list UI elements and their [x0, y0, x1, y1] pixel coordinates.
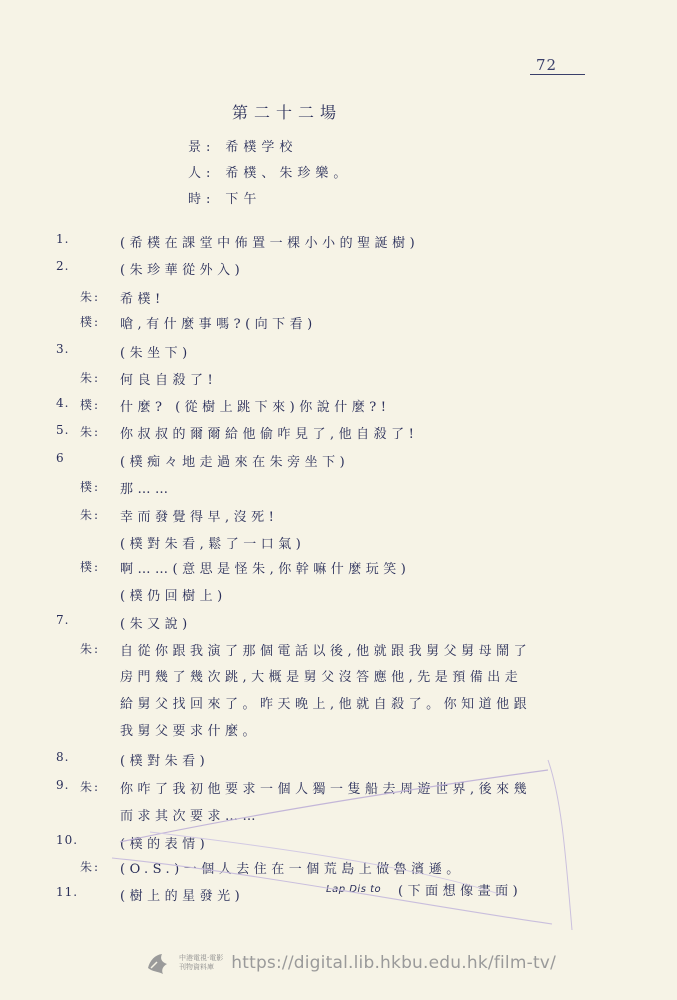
- meta-label: 人:: [188, 166, 216, 181]
- line-text: 我舅父要求什麼。: [120, 724, 261, 739]
- watermark-org-line: 刊物資料庫: [179, 963, 214, 971]
- line-speaker: 樸:: [80, 560, 101, 574]
- line-number: 9.: [56, 778, 70, 792]
- line-text: 什麼? (從樹上跳下來)你說什麼?!: [120, 400, 391, 415]
- line-speaker: 樸:: [80, 480, 101, 494]
- line-text: (希樸在課堂中佈置一棵小小的聖誕樹): [120, 236, 420, 251]
- line-speaker: 樸:: [80, 315, 101, 329]
- line-number: 11.: [56, 885, 79, 899]
- line-number: 6: [56, 451, 65, 465]
- annotation-bracket-text: (下面想像畫面): [398, 884, 523, 899]
- line-number: 10.: [56, 833, 79, 847]
- page-number-underline: [530, 74, 585, 75]
- line-text: 嗆,有什麼事嗎?(向下看): [120, 317, 317, 332]
- line-speaker: 朱:: [80, 290, 101, 304]
- meta-value: 下午: [225, 192, 262, 207]
- line-number: 5.: [56, 423, 70, 437]
- line-text: (樸對朱看): [120, 754, 210, 769]
- watermark-url: https://digital.lib.hkbu.edu.hk/film-tv/: [231, 953, 556, 973]
- line-text: (O.S.)一個人去住在一個荒島上做魯濱遜。: [120, 862, 464, 877]
- watermark-org-name: [179, 954, 223, 972]
- line-text: 啊……(意思是怪朱,你幹嘛什麼玩笑): [120, 562, 411, 577]
- meta-time: [188, 188, 261, 207]
- line-speaker: 樸:: [80, 398, 101, 412]
- line-text: (樹上的星發光): [120, 889, 245, 904]
- line-text: 房門幾了幾次跳,大概是舅父沒答應他,先是預備出走: [120, 670, 523, 685]
- meta-location: [188, 136, 297, 155]
- meta-label: 景:: [188, 140, 216, 155]
- meta-value: 希樸学校: [225, 140, 298, 155]
- handwritten-annotation: Lap Dis to: [326, 884, 382, 895]
- line-text: 你咋了我初他要求一個人獨一隻船去周遊世界,後來幾: [120, 782, 532, 797]
- line-speaker: 朱:: [80, 860, 101, 874]
- page-number: 72: [536, 56, 558, 74]
- line-text: 而求其次要求……: [120, 809, 261, 824]
- watermark-org-line: 中港電視·電影: [179, 954, 224, 962]
- line-speaker: 朱:: [80, 508, 101, 522]
- watermark: [145, 950, 556, 976]
- line-number: 8.: [56, 750, 70, 764]
- line-text: 你叔叔的爾爾給他偷咋見了,他自殺了!: [120, 427, 419, 442]
- meta-value: 希樸、朱珍樂。: [225, 166, 352, 181]
- line-text: 那……: [120, 482, 173, 497]
- line-number: 7.: [56, 613, 70, 627]
- line-number: 3.: [56, 342, 70, 356]
- line-text: (朱又說): [120, 617, 192, 632]
- line-text: (朱坐下): [120, 346, 192, 361]
- library-logo-icon: [145, 950, 171, 976]
- line-text: 何良自殺了!: [120, 373, 218, 388]
- line-text: 幸而發覺得早,沒死!: [120, 510, 279, 525]
- line-text: (朱珍華從外入): [120, 263, 245, 278]
- line-text: (樸痴々地走過來在朱旁坐下): [120, 455, 350, 470]
- line-text: (樸對朱看,鬆了一口氣): [120, 537, 306, 552]
- meta-characters: [188, 162, 351, 181]
- line-speaker: 朱:: [80, 425, 101, 439]
- line-speaker: 朱:: [80, 780, 101, 794]
- line-speaker: 朱:: [80, 371, 101, 385]
- scene-title: 第二十二場: [232, 103, 343, 122]
- line-number: 1.: [56, 232, 70, 246]
- line-text: (樸仍回樹上): [120, 589, 227, 604]
- line-text: 給舅父找回來了。昨天晚上,他就自殺了。你知道他跟: [120, 697, 532, 712]
- meta-label: 時:: [188, 192, 216, 207]
- line-number: 4.: [56, 396, 70, 410]
- line-text: 希樸!: [120, 292, 165, 307]
- line-number: 2.: [56, 259, 70, 273]
- line-text: (樸的表情): [120, 837, 210, 852]
- line-speaker: 朱:: [80, 642, 101, 656]
- line-text: 自從你跟我演了那個電話以後,他就跟我舅父舅母鬧了: [120, 644, 532, 659]
